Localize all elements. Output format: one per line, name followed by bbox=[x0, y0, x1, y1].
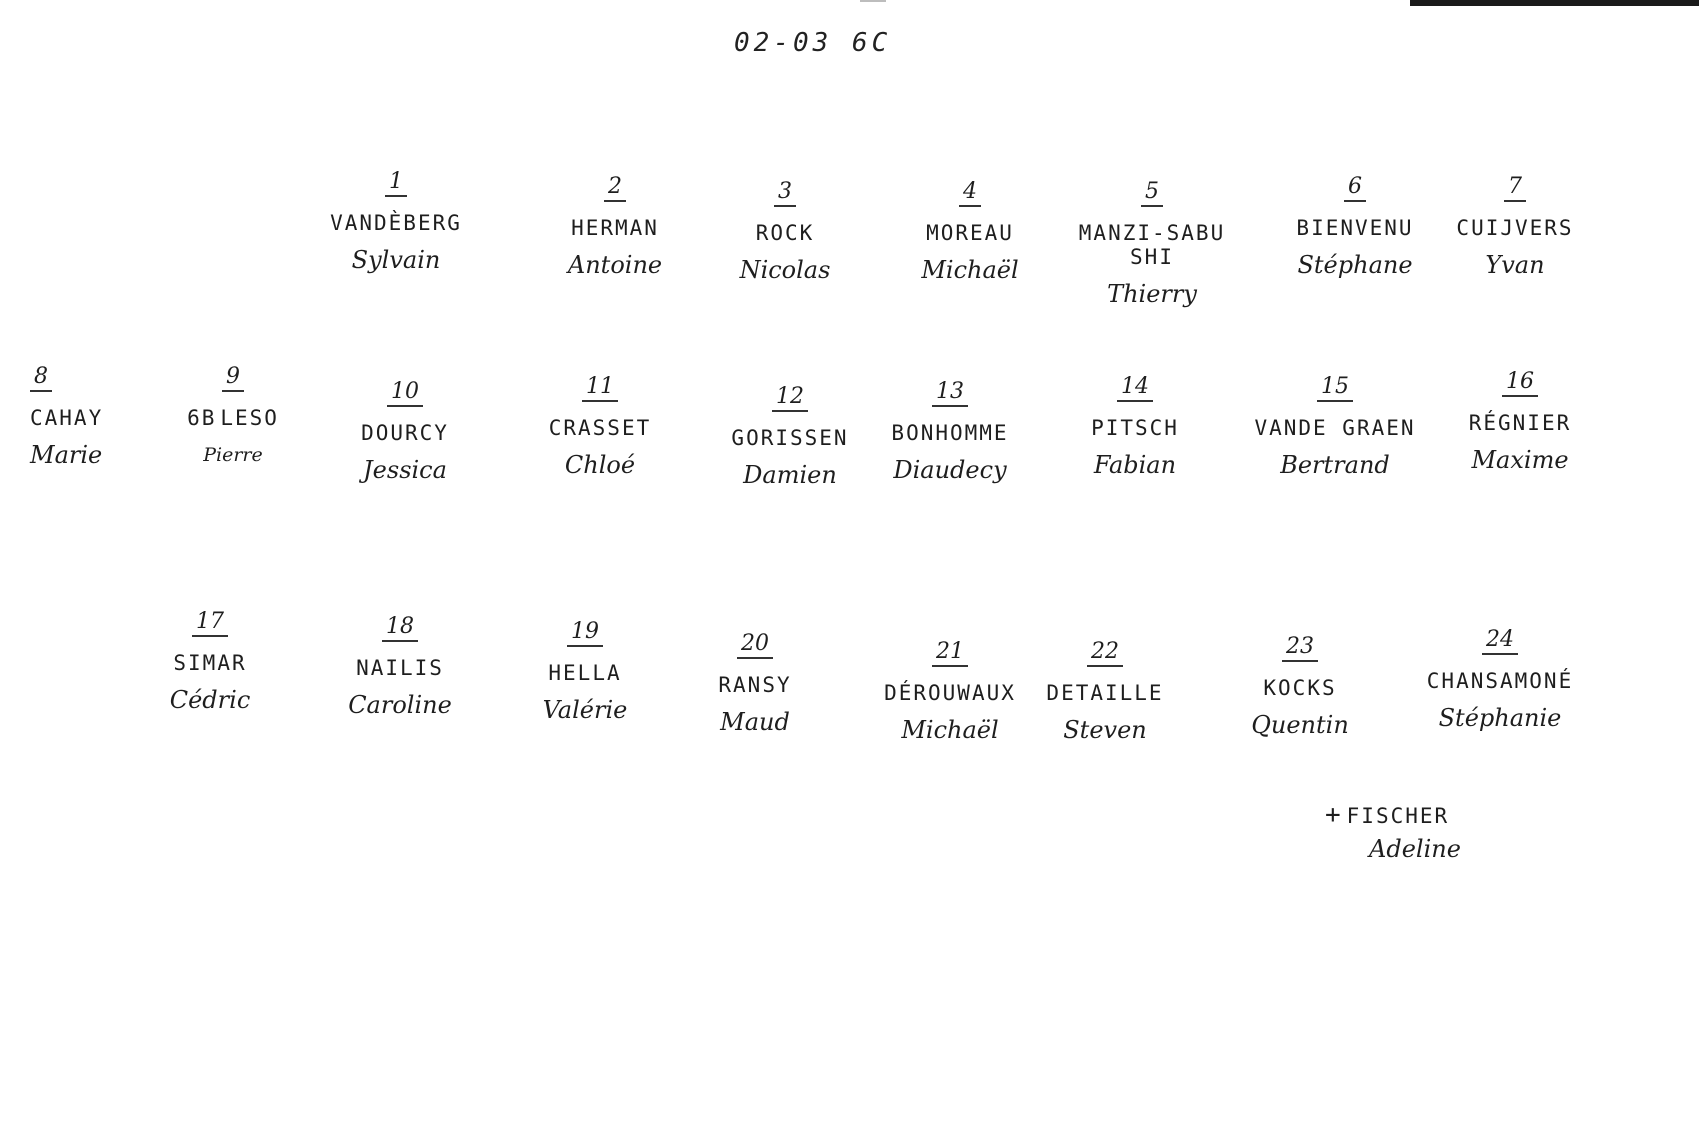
seat-5 bbox=[1062, 180, 1242, 307]
seat-18 bbox=[325, 615, 475, 718]
seat-number: 17 bbox=[192, 610, 228, 637]
seat-first-name: Thierry bbox=[1107, 280, 1197, 308]
page-title: 02-03 6C bbox=[734, 28, 892, 58]
seat-number: 20 bbox=[737, 632, 773, 659]
seat-20 bbox=[690, 632, 820, 735]
scan-edge-mark bbox=[860, 0, 886, 2]
seat-surname: CUIJVERS bbox=[1456, 216, 1574, 240]
seat-surname: VANDE GRAEN bbox=[1254, 416, 1416, 440]
seat-13 bbox=[870, 380, 1030, 483]
seat-15 bbox=[1245, 375, 1425, 478]
seat-first-name: Antoine bbox=[567, 251, 663, 279]
seat-number: 3 bbox=[774, 180, 796, 207]
seat-surname-text: LESO bbox=[220, 406, 279, 430]
seat-19 bbox=[510, 620, 660, 723]
seat-surname: BIENVENU bbox=[1296, 216, 1414, 240]
seat-first-name: Damien bbox=[743, 461, 837, 489]
seat-number: 13 bbox=[932, 380, 968, 407]
seat-number: 15 bbox=[1317, 375, 1353, 402]
seat-prefix: 6B bbox=[187, 406, 217, 430]
seat-14 bbox=[1065, 375, 1205, 478]
seat-12 bbox=[715, 385, 865, 488]
seat-surname: CRASSET bbox=[548, 416, 652, 440]
seat-first-name: Yvan bbox=[1485, 251, 1545, 279]
seat-first-name: Cédric bbox=[169, 686, 251, 714]
seat-first-name: Maud bbox=[720, 708, 790, 736]
seat-first-name: Pierre bbox=[203, 444, 263, 466]
seat-4 bbox=[880, 180, 1060, 283]
seat-surname: GORISSEN bbox=[731, 426, 849, 450]
seat-first-name: Stéphane bbox=[1297, 251, 1413, 279]
seat-number: 9 bbox=[222, 365, 244, 392]
seat-first-name: Valérie bbox=[542, 696, 628, 724]
seat-number: 12 bbox=[772, 385, 808, 412]
seat-surname: DÉROUWAUX bbox=[884, 681, 1016, 705]
seat-number: 16 bbox=[1502, 370, 1538, 397]
seat-number: 18 bbox=[382, 615, 418, 642]
seat-21 bbox=[855, 640, 1045, 743]
seat-number: 4 bbox=[959, 180, 981, 207]
seat-9 bbox=[158, 365, 308, 468]
seat-surname: BONHOMME bbox=[891, 421, 1009, 445]
seat-first-name: Michaël bbox=[901, 716, 999, 744]
seat-first-name: Michaël bbox=[921, 256, 1019, 284]
seat-surname bbox=[158, 406, 308, 430]
seat-number: 24 bbox=[1482, 628, 1518, 655]
extra-first-name: Adeline bbox=[1369, 835, 1461, 863]
seat-8 bbox=[30, 365, 140, 468]
seat-number: 7 bbox=[1504, 175, 1526, 202]
seat-number: 22 bbox=[1087, 640, 1123, 667]
scan-edge-top bbox=[1410, 0, 1699, 6]
seat-surname: MANZI-SABUSHI bbox=[1078, 221, 1226, 269]
seat-surname: KOCKS bbox=[1263, 676, 1337, 700]
seat-surname: RÉGNIER bbox=[1468, 411, 1572, 435]
seat-surname: NAILIS bbox=[356, 656, 444, 680]
seat-number: 5 bbox=[1141, 180, 1163, 207]
seat-surname: SIMAR bbox=[173, 651, 247, 675]
seat-first-name: Maxime bbox=[1471, 446, 1569, 474]
seat-number: 23 bbox=[1282, 635, 1318, 662]
seat-surname: HERMAN bbox=[571, 216, 659, 240]
seat-3 bbox=[710, 180, 860, 283]
seat-surname: PITSCH bbox=[1091, 416, 1179, 440]
seat-7 bbox=[1440, 175, 1590, 278]
seat-number: 2 bbox=[604, 175, 626, 202]
seat-first-name: Bertrand bbox=[1280, 451, 1390, 479]
seat-number: 10 bbox=[387, 380, 423, 407]
seat-surname: CAHAY bbox=[30, 406, 104, 430]
seat-number: 19 bbox=[567, 620, 603, 647]
seat-22 bbox=[1040, 640, 1170, 743]
seat-first-name: Caroline bbox=[348, 691, 452, 719]
plus-sign: + bbox=[1325, 800, 1341, 830]
seat-surname: CHANSAMONÉ bbox=[1426, 669, 1574, 693]
seat-surname: HELLA bbox=[548, 661, 622, 685]
seat-number: 11 bbox=[582, 375, 618, 402]
seat-surname: VANDÈBERG bbox=[330, 211, 462, 235]
seat-first-name: Steven bbox=[1063, 716, 1147, 744]
seat-11 bbox=[525, 375, 675, 478]
seat-1 bbox=[306, 170, 486, 273]
seat-surname: MOREAU bbox=[926, 221, 1014, 245]
seat-16 bbox=[1440, 370, 1600, 473]
seat-6 bbox=[1255, 175, 1455, 278]
seat-first-name: Stéphanie bbox=[1438, 704, 1562, 732]
seat-surname: RANSY bbox=[718, 673, 792, 697]
seat-first-name: Fabian bbox=[1093, 451, 1177, 479]
seat-first-name: Sylvain bbox=[351, 246, 441, 274]
seat-surname: ROCK bbox=[755, 221, 815, 245]
seat-23 bbox=[1230, 635, 1370, 738]
seat-first-name: Chloé bbox=[564, 451, 636, 479]
seat-number: 21 bbox=[932, 640, 968, 667]
seat-number: 6 bbox=[1344, 175, 1366, 202]
seat-first-name: Quentin bbox=[1251, 711, 1349, 739]
seat-first-name: Nicolas bbox=[739, 256, 831, 284]
seat-10 bbox=[330, 380, 480, 483]
seat-2 bbox=[520, 175, 710, 278]
seat-first-name: Diaudecy bbox=[893, 456, 1007, 484]
seat-24 bbox=[1410, 628, 1590, 731]
seat-number: 14 bbox=[1117, 375, 1153, 402]
seat-17 bbox=[135, 610, 285, 713]
seat-first-name: Marie bbox=[30, 441, 103, 469]
extra-surname: FISCHER bbox=[1346, 804, 1450, 828]
seat-surname: DOURCY bbox=[361, 421, 449, 445]
seat-surname: DETAILLE bbox=[1046, 681, 1164, 705]
extra-student bbox=[1325, 800, 1461, 862]
seat-first-name: Jessica bbox=[363, 456, 447, 484]
seat-number: 8 bbox=[30, 365, 52, 392]
seat-number: 1 bbox=[385, 170, 407, 197]
